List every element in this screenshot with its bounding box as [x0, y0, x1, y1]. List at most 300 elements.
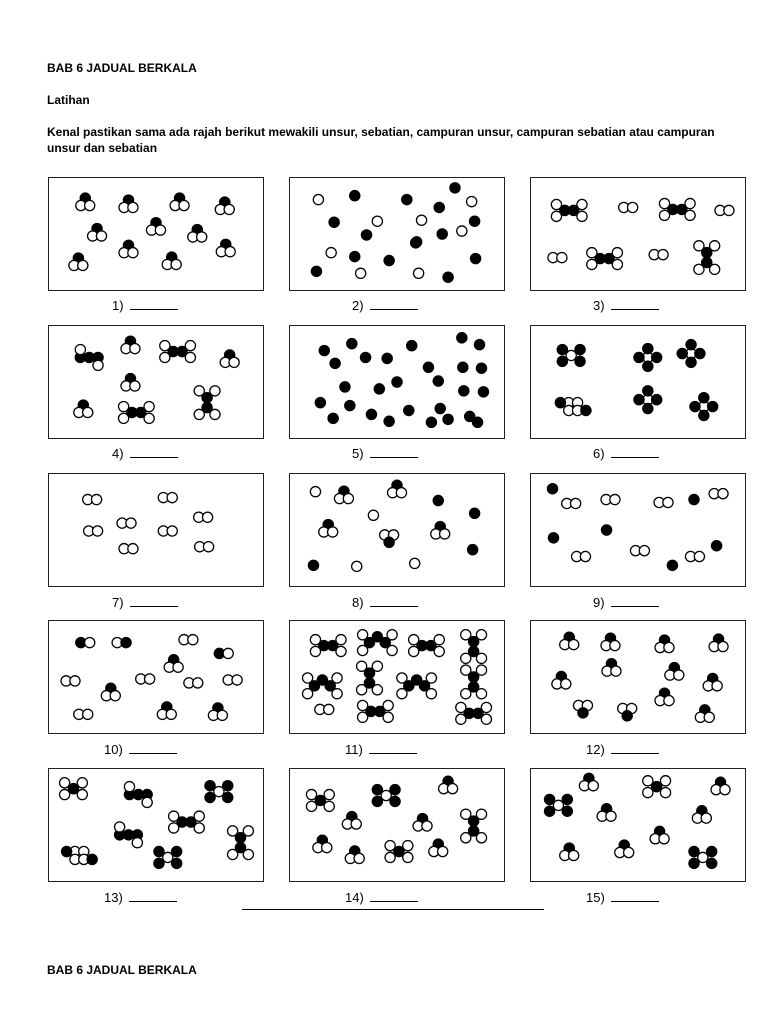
hollow-atom [85, 638, 95, 648]
filled-atom [622, 711, 632, 721]
hollow-atom [372, 661, 382, 671]
filled-atom [426, 417, 436, 427]
filled-atom [340, 382, 350, 392]
hollow-atom [306, 789, 316, 799]
diagram-panel-12 [530, 620, 746, 734]
hollow-atom [659, 198, 669, 208]
hollow-atom [217, 710, 227, 720]
hollow-atom [385, 852, 395, 862]
hollow-atom [356, 268, 366, 278]
hollow-atom [372, 216, 382, 226]
hollow-atom [167, 492, 177, 502]
filled-atom [634, 395, 644, 405]
instruction-text: Kenal pastikan sama ada rajah berikut mewakili unsur, sebatian, campuran unsur, campuran sebatian atau campuran unsur dan sebatian [47, 125, 715, 155]
filled-atom [708, 401, 718, 411]
answer-blank-7[interactable] [130, 594, 178, 607]
hollow-atom [166, 709, 176, 719]
filled-atom [390, 796, 400, 806]
hollow-atom [310, 646, 320, 656]
filled-atom [319, 345, 329, 355]
hollow-atom [96, 231, 106, 241]
hollow-atom [588, 781, 598, 791]
hollow-atom [144, 401, 154, 411]
hollow-atom [228, 826, 238, 836]
filled-atom [470, 253, 480, 263]
filled-atom [87, 854, 97, 864]
answer-blank-15[interactable] [611, 889, 659, 902]
molecule-diagram [290, 769, 504, 881]
filled-atom [544, 806, 554, 816]
hollow-atom [587, 259, 597, 269]
diagram-panel-10 [48, 620, 264, 734]
hollow-atom [710, 241, 720, 251]
filled-atom [329, 217, 339, 227]
answer-blank-3[interactable] [611, 297, 659, 310]
filled-atom [707, 846, 717, 856]
molecule-diagram [531, 621, 745, 733]
hollow-atom [461, 833, 471, 843]
filled-atom [68, 784, 78, 794]
filled-atom [433, 495, 443, 505]
filled-atom [311, 266, 321, 276]
filled-atom [382, 353, 392, 363]
question-label-2: 2) [352, 297, 418, 314]
filled-atom [548, 533, 558, 543]
hollow-atom [324, 801, 334, 811]
hollow-atom [167, 526, 177, 536]
filled-atom [366, 409, 376, 419]
filled-atom [121, 638, 131, 648]
hollow-atom [202, 512, 212, 522]
hollow-atom [481, 702, 491, 712]
hollow-atom [194, 409, 204, 419]
hollow-atom [551, 199, 561, 209]
molecule-diagram [531, 474, 745, 586]
answer-blank-10[interactable] [129, 741, 177, 754]
filled-atom [601, 525, 611, 535]
molecule-diagram [49, 178, 263, 290]
hollow-atom [357, 685, 367, 695]
chapter-title: BAB 6 JADUAL BERKALA [47, 61, 197, 75]
hollow-atom [414, 268, 424, 278]
hollow-atom [214, 786, 224, 796]
question-label-6: 6) [593, 445, 659, 462]
hollow-atom [461, 630, 471, 640]
filled-atom [437, 229, 447, 239]
molecule-diagram [531, 326, 745, 438]
hollow-atom [718, 641, 728, 651]
filled-atom [154, 858, 164, 868]
filled-atom [686, 340, 696, 350]
hollow-atom [194, 386, 204, 396]
hollow-atom [326, 248, 336, 258]
filled-atom [384, 537, 394, 547]
filled-atom [457, 333, 467, 343]
hollow-atom [658, 250, 668, 260]
hollow-atom [387, 645, 397, 655]
diagram-panel-5 [289, 325, 505, 439]
hollow-atom [701, 813, 711, 823]
hollow-atom [70, 676, 80, 686]
hollow-atom [185, 352, 195, 362]
hollow-atom [685, 198, 695, 208]
filled-atom [392, 377, 402, 387]
answer-blank-12[interactable] [611, 741, 659, 754]
filled-atom [695, 348, 705, 358]
diagram-panel-15 [530, 768, 746, 882]
question-label-3: 3) [593, 297, 659, 314]
hollow-atom [229, 357, 239, 367]
filled-atom [677, 348, 687, 358]
filled-atom [711, 541, 721, 551]
hollow-atom [336, 635, 346, 645]
diagram-panel-14 [289, 768, 505, 882]
hollow-atom [580, 551, 590, 561]
filled-atom [643, 403, 653, 413]
molecule-diagram [290, 178, 504, 290]
hollow-atom [372, 685, 382, 695]
hollow-atom [704, 712, 714, 722]
hollow-atom [476, 809, 486, 819]
filled-atom [223, 792, 233, 802]
filled-atom [472, 417, 482, 427]
hollow-atom [128, 248, 138, 258]
filled-atom [372, 796, 382, 806]
hollow-atom [357, 661, 367, 671]
hollow-atom [403, 841, 413, 851]
filled-atom [699, 393, 709, 403]
question-label-15: 15) [586, 889, 659, 906]
hollow-atom [310, 487, 320, 497]
hollow-atom [476, 653, 486, 663]
separator-line [242, 909, 544, 910]
filled-atom [689, 858, 699, 868]
diagram-panel-9 [530, 473, 746, 587]
hollow-atom [75, 344, 85, 354]
filled-atom [407, 341, 417, 351]
hollow-atom [694, 264, 704, 274]
hollow-atom [561, 679, 571, 689]
hollow-atom [128, 202, 138, 212]
hollow-atom [132, 838, 142, 848]
hollow-atom [685, 210, 695, 220]
hollow-atom [354, 853, 364, 863]
question-label-12: 12) [586, 741, 659, 758]
hollow-atom [173, 662, 183, 672]
filled-atom [374, 384, 384, 394]
hollow-atom [352, 561, 362, 571]
filled-atom [459, 386, 469, 396]
hollow-atom [223, 648, 233, 658]
hollow-atom [467, 196, 477, 206]
filled-atom [350, 191, 360, 201]
hollow-atom [78, 260, 88, 270]
hollow-atom [324, 789, 334, 799]
hollow-atom [358, 700, 368, 710]
answer-blank-14[interactable] [370, 889, 418, 902]
hollow-atom [324, 704, 334, 714]
question-label-1: 1) [112, 297, 178, 314]
filled-atom [689, 846, 699, 856]
hollow-atom [381, 790, 391, 800]
hollow-atom [659, 834, 669, 844]
hollow-atom [438, 846, 448, 856]
hollow-atom [83, 709, 93, 719]
hollow-atom [203, 542, 213, 552]
hollow-atom [232, 675, 242, 685]
filled-atom [361, 230, 371, 240]
hollow-atom [566, 350, 576, 360]
filled-atom [394, 846, 404, 856]
question-label-13: 13) [104, 889, 177, 906]
filled-atom [562, 794, 572, 804]
filled-atom [547, 484, 557, 494]
filled-atom [468, 545, 478, 555]
filled-atom [328, 413, 338, 423]
filled-atom [474, 340, 484, 350]
filled-atom [172, 846, 182, 856]
hollow-atom [577, 211, 587, 221]
hollow-atom [210, 409, 220, 419]
hollow-atom [383, 700, 393, 710]
hollow-atom [476, 665, 486, 675]
hollow-atom [612, 248, 622, 258]
hollow-atom [163, 852, 173, 862]
answer-blank-11[interactable] [369, 741, 417, 754]
hollow-atom [328, 527, 338, 537]
hollow-atom [724, 205, 734, 215]
filled-atom [350, 251, 360, 261]
question-label-7: 7) [112, 594, 178, 611]
hollow-atom [457, 226, 467, 236]
hollow-atom [606, 811, 616, 821]
hollow-atom [194, 811, 204, 821]
hollow-atom [115, 822, 125, 832]
filled-atom [643, 343, 653, 353]
filled-atom [390, 785, 400, 795]
hollow-atom [197, 232, 207, 242]
hollow-atom [557, 252, 567, 262]
hollow-atom [587, 248, 597, 258]
hollow-atom [447, 784, 457, 794]
question-label-9: 9) [593, 594, 659, 611]
hollow-atom [351, 819, 361, 829]
hollow-atom [639, 546, 649, 556]
hollow-atom [126, 518, 136, 528]
filled-atom [360, 352, 370, 362]
filled-atom [643, 386, 653, 396]
filled-atom [555, 398, 565, 408]
hollow-atom [302, 673, 312, 683]
hollow-atom [85, 200, 95, 210]
hollow-atom [77, 789, 87, 799]
hollow-atom [185, 341, 195, 351]
hollow-atom [383, 712, 393, 722]
hollow-atom [130, 381, 140, 391]
filled-atom [575, 356, 585, 366]
section-title: Latihan [47, 93, 90, 107]
hollow-atom [694, 551, 704, 561]
hollow-atom [118, 413, 128, 423]
hollow-atom [611, 666, 621, 676]
filled-atom [634, 352, 644, 362]
hollow-atom [674, 670, 684, 680]
filled-atom [345, 400, 355, 410]
filled-atom [690, 401, 700, 411]
hollow-atom [426, 689, 436, 699]
hollow-atom [155, 225, 165, 235]
hollow-atom [193, 678, 203, 688]
question-label-11: 11) [345, 741, 417, 758]
hollow-atom [698, 852, 708, 862]
hollow-atom [322, 842, 332, 852]
hollow-atom [569, 850, 579, 860]
hollow-atom [461, 689, 471, 699]
molecule-diagram [290, 326, 504, 438]
diagram-panel-13 [48, 768, 264, 882]
filled-atom [544, 794, 554, 804]
hollow-atom [225, 247, 235, 257]
hollow-atom [336, 646, 346, 656]
filled-atom [433, 376, 443, 386]
answer-blank-4[interactable] [130, 445, 178, 458]
hollow-atom [306, 801, 316, 811]
hollow-atom [610, 494, 620, 504]
hollow-atom [91, 494, 101, 504]
filled-atom [443, 414, 453, 424]
hollow-atom [612, 259, 622, 269]
hollow-atom [128, 544, 138, 554]
hollow-atom [60, 789, 70, 799]
hollow-atom [416, 215, 426, 225]
filled-atom [404, 405, 414, 415]
hollow-atom [569, 639, 579, 649]
answer-blank-9[interactable] [611, 594, 659, 607]
answer-blank-6[interactable] [611, 445, 659, 458]
hollow-atom [456, 714, 466, 724]
hollow-atom [194, 823, 204, 833]
hollow-atom [434, 646, 444, 656]
molecule-diagram [290, 474, 504, 586]
hollow-atom [358, 712, 368, 722]
hollow-atom [434, 635, 444, 645]
hollow-atom [188, 635, 198, 645]
molecule-diagram [49, 474, 263, 586]
hollow-atom [77, 778, 87, 788]
hollow-atom [313, 195, 323, 205]
hollow-atom [60, 778, 70, 788]
hollow-atom [169, 811, 179, 821]
hollow-atom [720, 785, 730, 795]
hollow-atom [553, 800, 563, 810]
molecule-diagram [49, 769, 263, 881]
hollow-atom [422, 821, 432, 831]
answer-blank-5[interactable] [370, 445, 418, 458]
hollow-atom [476, 630, 486, 640]
hollow-atom [130, 343, 140, 353]
footer-chapter-title: BAB 6 JADUAL BERKALA [47, 963, 197, 977]
filled-atom [308, 560, 318, 570]
hollow-atom [332, 689, 342, 699]
question-label-8: 8) [352, 594, 418, 611]
hollow-atom [171, 259, 181, 269]
question-label-14: 14) [345, 889, 418, 906]
hollow-atom [179, 200, 189, 210]
molecule-diagram [531, 769, 745, 881]
hollow-atom [169, 823, 179, 833]
hollow-atom [397, 673, 407, 683]
hollow-atom [577, 199, 587, 209]
hollow-atom [643, 787, 653, 797]
filled-atom [652, 782, 662, 792]
hollow-atom [710, 264, 720, 274]
filled-atom [689, 494, 699, 504]
hollow-atom [426, 673, 436, 683]
diagram-panel-8 [289, 473, 505, 587]
hollow-atom [409, 646, 419, 656]
filled-atom [557, 356, 567, 366]
hollow-atom [660, 787, 670, 797]
hollow-atom [624, 847, 634, 857]
hollow-atom [145, 674, 155, 684]
hollow-atom [160, 352, 170, 362]
answer-blank-13[interactable] [129, 889, 177, 902]
hollow-atom [243, 826, 253, 836]
hollow-atom [343, 493, 353, 503]
filled-atom [450, 183, 460, 193]
filled-atom [347, 339, 357, 349]
hollow-atom [410, 558, 420, 568]
hollow-atom [110, 691, 120, 701]
hollow-atom [142, 797, 152, 807]
answer-blank-2[interactable] [370, 297, 418, 310]
hollow-atom [403, 852, 413, 862]
hollow-atom [663, 497, 673, 507]
filled-atom [667, 560, 677, 570]
filled-atom [581, 405, 591, 415]
filled-atom [402, 195, 412, 205]
hollow-atom [332, 673, 342, 683]
hollow-atom [93, 360, 103, 370]
diagram-panel-3 [530, 177, 746, 291]
filled-atom [476, 363, 486, 373]
filled-atom [384, 255, 394, 265]
filled-atom [205, 792, 215, 802]
diagram-panel-7 [48, 473, 264, 587]
hollow-atom [664, 695, 674, 705]
filled-atom [686, 357, 696, 367]
filled-atom [443, 272, 453, 282]
answer-blank-1[interactable] [130, 297, 178, 310]
hollow-atom [643, 776, 653, 786]
hollow-atom [440, 529, 450, 539]
hollow-atom [118, 401, 128, 411]
question-label-4: 4) [112, 445, 178, 462]
filled-atom [330, 358, 340, 368]
filled-atom [470, 216, 480, 226]
molecule-diagram [531, 178, 745, 290]
molecule-diagram [49, 621, 263, 733]
hollow-atom [144, 413, 154, 423]
hollow-atom [461, 653, 471, 663]
hollow-atom [387, 630, 397, 640]
hollow-atom [481, 714, 491, 724]
filled-atom [61, 846, 71, 856]
hollow-atom [210, 386, 220, 396]
hollow-atom [358, 645, 368, 655]
hollow-atom [627, 202, 637, 212]
answer-blank-8[interactable] [370, 594, 418, 607]
